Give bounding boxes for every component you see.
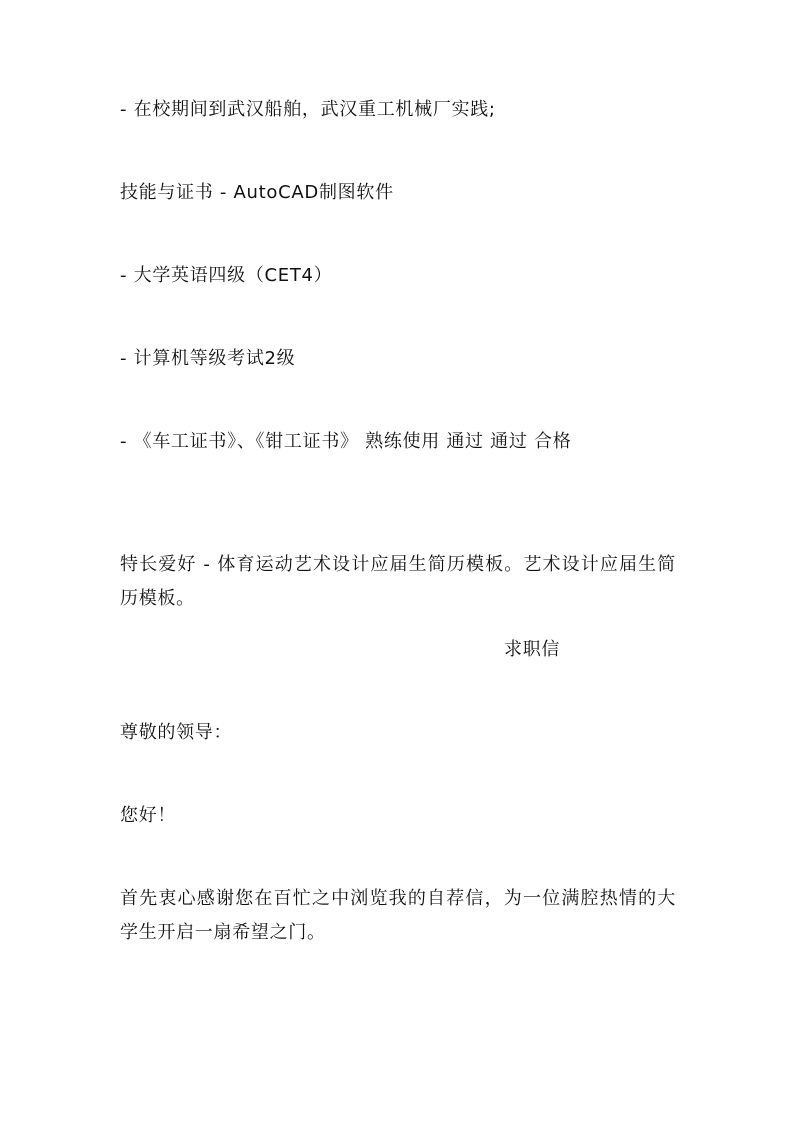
salutation-line: 尊敬的领导： (120, 722, 233, 743)
practice-line: - 在校期间到武汉船舶，武汉重工机械厂实践; (120, 99, 496, 120)
greeting-line: 您好！ (120, 805, 177, 826)
skills-certificates-line: 技能与证书 - AutoCAD制图软件 (120, 182, 394, 203)
certificates-line: - 《车工证书》、《钳工证书》 熟练使用 通过 通过 合格 (120, 431, 572, 452)
letter-opening-paragraph: 首先衷心感谢您在百忙之中浏览我的自荐信，为一位满腔热情的大学生开启一扇希望之门。 (120, 888, 676, 943)
cover-letter-title: 求职信 (504, 639, 561, 660)
hobbies-line: 特长爱好 - 体育运动艺术设计应届生简历模板。艺术设计应届生简历模板。 (120, 554, 676, 609)
computer-exam-line: - 计算机等级考试2级 (120, 348, 296, 369)
cet4-line: - 大学英语四级（CET4） (120, 265, 333, 286)
